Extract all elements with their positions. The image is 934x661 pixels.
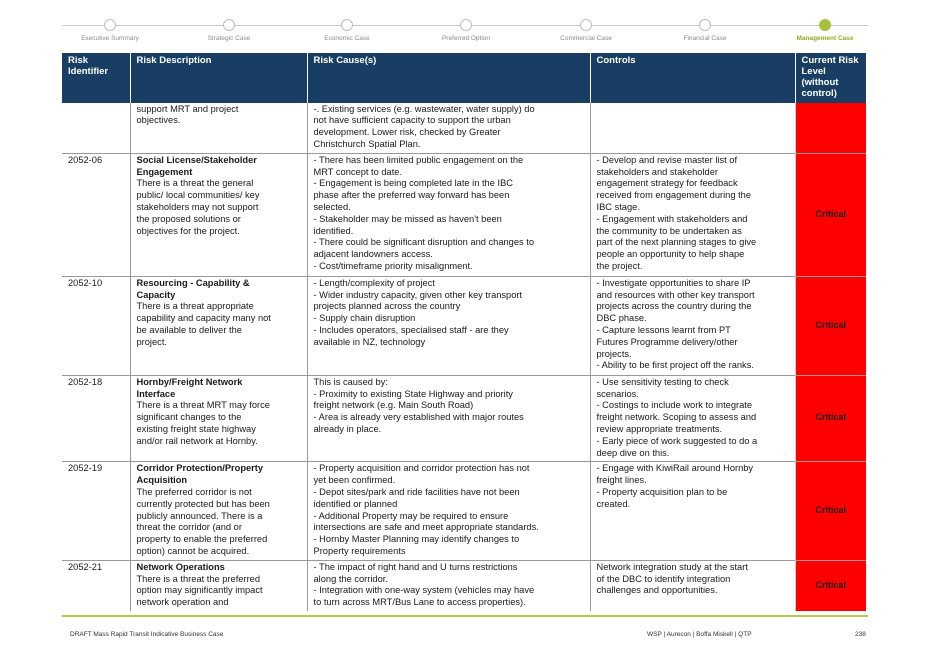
text-line: There is a threat the general <box>136 178 254 189</box>
nav-step-label: Preferred Option <box>441 35 491 42</box>
table-row <box>62 375 866 462</box>
text-line: - Use sensitivity testing to check <box>596 376 729 387</box>
text-line: yet been confirmed. <box>313 475 396 486</box>
risk-causes-cell <box>307 560 590 611</box>
risk-level-badge: Critical <box>795 560 866 611</box>
section-progress-nav <box>62 18 868 48</box>
text-line: DBC phase. <box>596 313 647 324</box>
risk-level-badge: Critical <box>795 153 866 276</box>
text-line: - Develop and revise master list of <box>596 154 738 165</box>
text-line: along the corridor. <box>313 573 388 584</box>
nav-step-financial-case[interactable] <box>645 18 765 42</box>
text-line: of the DBC to identify integration <box>596 573 731 584</box>
risk-description-cell <box>130 276 307 375</box>
risk-level-badge: Critical <box>795 276 866 375</box>
nav-step-label: Strategic Case <box>207 35 251 42</box>
text-line: option) cannot be acquired. <box>136 546 250 557</box>
footer-document-title: DRAFT Mass Rapid Transit Indicative Business Case <box>70 631 224 638</box>
step-circle-active-icon <box>819 19 831 31</box>
text-line: identified. <box>313 225 354 236</box>
text-line: - Capture lessons learnt from PT <box>596 325 731 336</box>
text-line: selected. <box>313 202 351 213</box>
text-line: threat the corridor (and or <box>136 522 242 533</box>
nav-step-management-case[interactable] <box>765 18 885 42</box>
header-current-risk-level: Current Risk Level (without control) <box>795 53 866 103</box>
risk-causes-cell <box>307 462 590 560</box>
text-line: - Cost/timeframe priority misalignment. <box>313 261 473 272</box>
risk-title: Hornby/Freight Network <box>136 376 243 387</box>
nav-step-strategic-case[interactable] <box>169 18 289 42</box>
text-line: identified or planned <box>313 498 398 509</box>
risk-description-cell <box>130 103 307 154</box>
text-line: adjacent landowners access. <box>313 249 433 260</box>
risk-description-cell <box>130 462 307 560</box>
text-line: There is a threat MRT may force <box>136 400 270 411</box>
text-line: MRT concept to date. <box>313 166 403 177</box>
text-line: public/ local communities/ key <box>136 190 260 201</box>
risk-title: Engagement <box>136 166 193 177</box>
text-line: existing freight state highway <box>136 424 256 435</box>
risk-description-cell <box>130 560 307 611</box>
text-line: phase after the preferred way forward has been <box>313 190 510 201</box>
text-line: - Length/complexity of project <box>313 277 435 288</box>
text-line: Property requirements <box>313 546 406 557</box>
text-line: available in NZ, technology <box>313 336 426 347</box>
nav-step-label: Management Case <box>796 35 854 42</box>
text-line: capability and capacity many not <box>136 313 271 324</box>
nav-step-executive-summary[interactable] <box>50 18 170 42</box>
text-line: -. Existing services (e.g. wastewater, water supply) do <box>313 103 535 114</box>
risk-id-cell <box>62 103 130 154</box>
text-line: - Hornby Master Planning may identify changes to <box>313 534 520 545</box>
text-line: - Wider industry capacity, given other key transport <box>313 289 523 300</box>
text-line: - Ability to be first project off the ranks. <box>596 360 754 371</box>
nav-step-label: Financial Case <box>683 35 727 42</box>
risk-id-cell: 2052-18 <box>62 375 130 462</box>
text-line: freight lines. <box>596 475 647 486</box>
risk-title: Acquisition <box>136 475 188 486</box>
step-circle-icon <box>699 19 711 31</box>
risk-causes-cell <box>307 103 590 154</box>
risk-description-cell <box>130 375 307 462</box>
table-row <box>62 560 866 611</box>
text-line: There is a threat the preferred <box>136 573 261 584</box>
text-line: scenarios. <box>596 388 639 399</box>
text-line: already in place. <box>313 424 382 435</box>
text-line: intersections are safe and meet appropriate standards. <box>313 522 539 533</box>
footer-authors: WSP | Aurecon | Boffa Miskell | QTP <box>647 631 752 638</box>
text-line: The preferred corridor is not <box>136 487 252 498</box>
controls-cell <box>590 103 795 154</box>
text-line: Christchurch Spatial Plan. <box>313 139 421 150</box>
text-line: people an opportunity to help shape <box>596 249 745 260</box>
text-line: and resources with other key transport <box>596 289 755 300</box>
table-row-continuation <box>62 103 866 154</box>
text-line: property to enable the preferred <box>136 534 268 545</box>
nav-step-label: Commercial Case <box>560 35 612 42</box>
text-line: IBC stage. <box>596 202 640 213</box>
text-line: - There could be significant disruption and changes to <box>313 237 535 248</box>
step-circle-icon <box>104 19 116 31</box>
risk-id-cell: 2052-19 <box>62 462 130 560</box>
text-line: There is a threat appropriate <box>136 301 254 312</box>
text-line: part of the next planning stages to give <box>596 237 757 248</box>
text-line: - Integration with one-way system (vehicles may have <box>313 585 535 596</box>
risk-title: Corridor Protection/Property <box>136 463 264 474</box>
text-line: projects across the country during the <box>596 301 752 312</box>
controls-cell <box>590 560 795 611</box>
text-line: not have sufficient capacity to support the urban <box>313 115 511 126</box>
nav-step-commercial-case[interactable] <box>526 18 646 42</box>
text-line: to turn across MRT/Bus Lane to access properties). <box>313 597 526 608</box>
risk-id-cell: 2052-21 <box>62 560 130 611</box>
text-line: - Investigate opportunities to share IP <box>596 277 751 288</box>
text-line: network operation and <box>136 597 229 608</box>
step-circle-icon <box>341 19 353 31</box>
header-risk-identifier: Risk Identifier <box>62 53 130 103</box>
text-line: - Engagement with stakeholders and <box>596 213 748 224</box>
text-line: and/or rail network at Hornby. <box>136 435 258 446</box>
text-line: option may significantly impact <box>136 585 263 596</box>
text-line: freight network. Scoping to assess and <box>596 412 757 423</box>
risk-id-cell: 2052-06 <box>62 153 130 276</box>
text-line: engagement strategy for feedback <box>596 178 738 189</box>
nav-step-label: Economic Case <box>324 35 370 42</box>
text-line: - Area is already very established with major routes <box>313 412 524 423</box>
text-line: - Proximity to existing State Highway and priority <box>313 388 513 399</box>
step-circle-icon <box>460 19 472 31</box>
page-number: 238 <box>855 631 866 638</box>
text-line: - Costings to include work to integrate <box>596 400 753 411</box>
table-header-row <box>62 53 866 103</box>
text-line: the proposed solutions or <box>136 213 241 224</box>
controls-cell <box>590 375 795 462</box>
text-line: - Additional Property may be required to ensure <box>313 510 509 521</box>
text-line: - Property acquisition plan to be <box>596 487 728 498</box>
text-line: - The impact of right hand and U turns restrictions <box>313 561 518 572</box>
text-line: - Engagement is being completed late in the IBC <box>313 178 513 189</box>
text-line: Network integration study at the start <box>596 561 748 572</box>
nav-step-label: Executive Summary <box>81 35 139 42</box>
text-line: stakeholders and stakeholder <box>596 166 718 177</box>
risk-level-badge: Critical <box>795 375 866 462</box>
controls-cell <box>590 153 795 276</box>
risk-title: Interface <box>136 388 176 399</box>
text-line: received from engagement during the <box>596 190 752 201</box>
text-line: - Supply chain disruption <box>313 313 416 324</box>
text-line: support MRT and project <box>136 103 239 114</box>
header-controls: Controls <box>590 53 795 103</box>
risk-title: Network Operations <box>136 561 225 572</box>
text-line: created. <box>596 498 631 509</box>
text-line: - Property acquisition and corridor protection has not <box>313 463 530 474</box>
text-line: - Stakeholder may be missed as haven't been <box>313 213 502 224</box>
risk-level-cell <box>795 103 866 154</box>
text-line: projects planned across the country <box>313 301 461 312</box>
header-risk-description: Risk Description <box>130 53 307 103</box>
risk-causes-cell <box>307 375 590 462</box>
text-line: - There has been limited public engagement on the <box>313 154 524 165</box>
text-line: be available to deliver the <box>136 325 242 336</box>
table-row <box>62 276 866 375</box>
text-line: the community to be undertaken as <box>596 225 742 236</box>
risk-title: Capacity <box>136 289 176 300</box>
text-line: - Depot sites/park and ride facilities have not been <box>313 487 520 498</box>
text-line: Futures Programme delivery/other <box>596 336 738 347</box>
risk-id-cell: 2052-10 <box>62 276 130 375</box>
text-line: the project. <box>596 261 643 272</box>
text-line: project. <box>136 336 167 347</box>
text-line: development. Lower risk, checked by Greater <box>313 127 501 138</box>
risk-description-cell <box>130 153 307 276</box>
text-line: stakeholders may not support <box>136 202 259 213</box>
nav-step-economic-case[interactable] <box>287 18 407 42</box>
risk-title: Resourcing - Capability & <box>136 277 250 288</box>
table-row <box>62 153 866 276</box>
controls-cell <box>590 276 795 375</box>
risk-level-badge: Critical <box>795 462 866 560</box>
text-line: - Early piece of work suggested to do a <box>596 435 758 446</box>
step-circle-icon <box>223 19 235 31</box>
text-line: challenges and opportunities. <box>596 585 718 596</box>
text-line: publicly announced. There is a <box>136 510 263 521</box>
step-circle-icon <box>580 19 592 31</box>
risk-title: Social License/Stakeholder <box>136 154 257 165</box>
text-line: freight network (e.g. Main South Road) <box>313 400 474 411</box>
nav-step-preferred-option[interactable] <box>406 18 526 42</box>
text-line: objectives for the project. <box>136 225 240 236</box>
text-line: - Includes operators, specialised staff - are they <box>313 325 509 336</box>
text-line: significant changes to the <box>136 412 242 423</box>
risk-register-table <box>62 53 866 611</box>
text-line: deep dive on this. <box>596 447 670 458</box>
footer-divider <box>62 615 868 617</box>
risk-causes-cell <box>307 276 590 375</box>
text-line: projects. <box>596 348 632 359</box>
text-line: - Engage with KiwiRail around Hornby <box>596 463 754 474</box>
text-line: currently protected but has been <box>136 498 270 509</box>
controls-cell <box>590 462 795 560</box>
table-row <box>62 462 866 560</box>
text-line: objectives. <box>136 115 181 126</box>
text-line: review appropriate treatments. <box>596 424 723 435</box>
header-risk-causes: Risk Cause(s) <box>307 53 590 103</box>
text-line: This is caused by: <box>313 376 388 387</box>
risk-causes-cell <box>307 153 590 276</box>
